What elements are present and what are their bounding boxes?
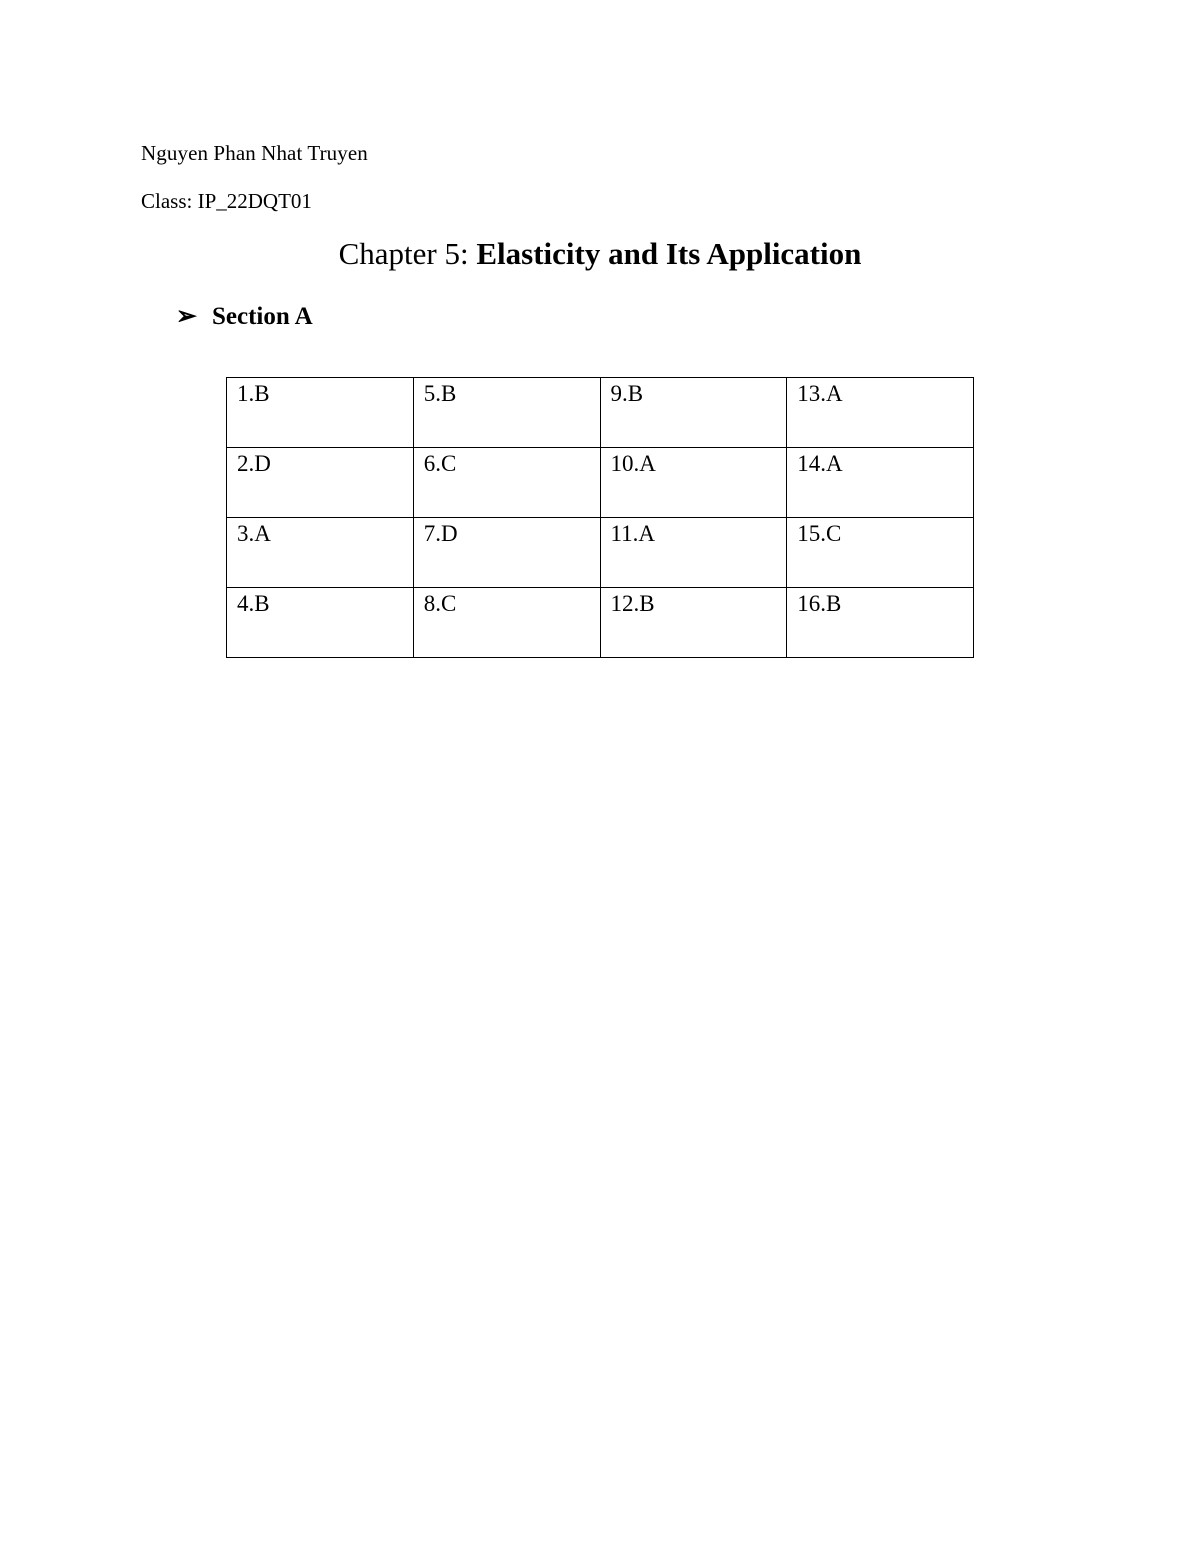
- table-row: [227, 448, 974, 518]
- chapter-name: Elasticity and Its Application: [476, 236, 862, 271]
- answer-cell: 4.B: [227, 588, 414, 658]
- answer-table: [226, 377, 974, 658]
- answer-cell: 6.C: [413, 448, 600, 518]
- answer-cell: 14.A: [787, 448, 974, 518]
- student-name: Nguyen Phan Nhat Truyen: [141, 141, 368, 165]
- answer-cell: 12.B: [600, 588, 787, 658]
- answer-cell: 3.A: [227, 518, 414, 588]
- answer-cell: 15.C: [787, 518, 974, 588]
- answer-cell: 5.B: [413, 378, 600, 448]
- chapter-title: [0, 236, 1200, 272]
- answer-cell: 10.A: [600, 448, 787, 518]
- answer-cell: 1.B: [227, 378, 414, 448]
- arrow-bullet-icon: ➢: [176, 303, 197, 330]
- chapter-prefix: Chapter 5:: [338, 236, 477, 271]
- answer-cell: 9.B: [600, 378, 787, 448]
- class-line: Class: IP_22DQT01: [141, 189, 312, 213]
- table-row: [227, 378, 974, 448]
- table-row: [227, 518, 974, 588]
- table-row: [227, 588, 974, 658]
- answer-cell: 16.B: [787, 588, 974, 658]
- section-title: Section A: [212, 303, 313, 330]
- answer-cell: 2.D: [227, 448, 414, 518]
- section-heading: [176, 301, 313, 331]
- answer-cell: 11.A: [600, 518, 787, 588]
- answer-cell: 7.D: [413, 518, 600, 588]
- answer-cell: 13.A: [787, 378, 974, 448]
- answer-cell: 8.C: [413, 588, 600, 658]
